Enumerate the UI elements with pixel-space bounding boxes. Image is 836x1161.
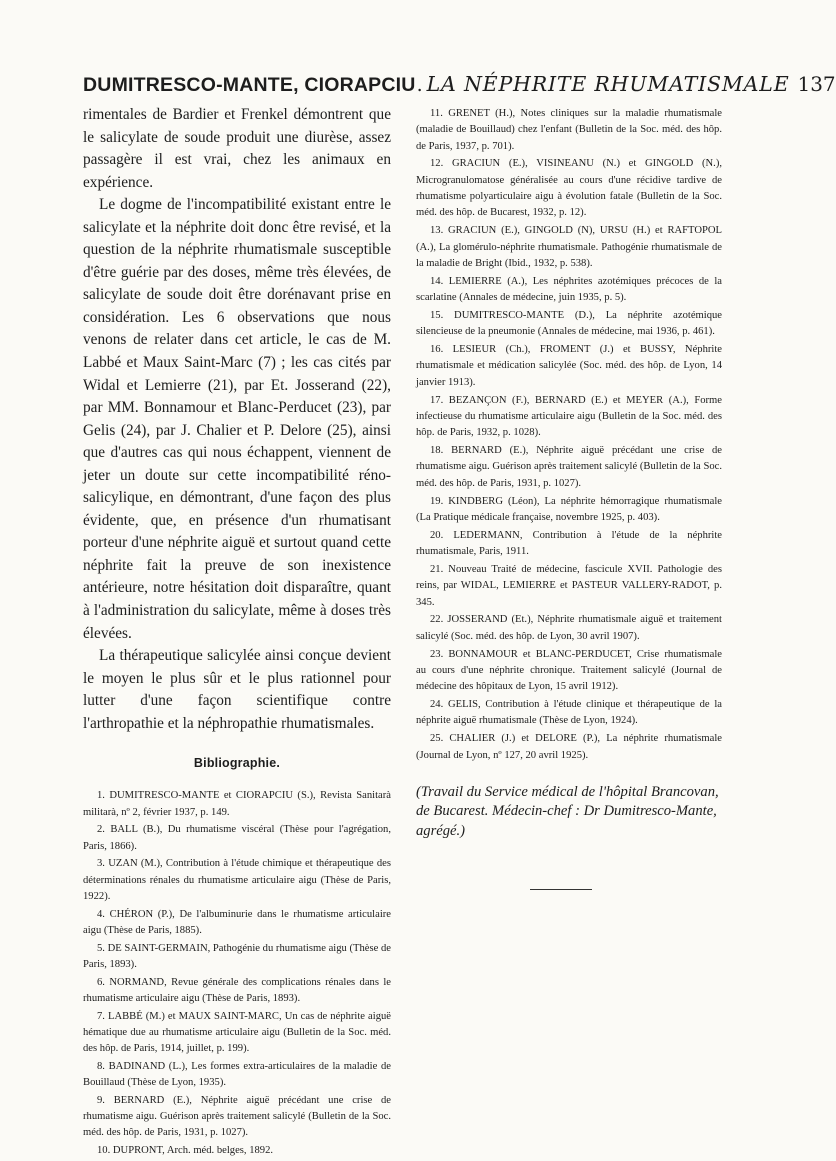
reference-item: 9. BERNARD (E.), Néphrite aiguë précédant une crise de rhumatisme aigu. Guérison après traitement salicylé (Bulletin de la Soc. méd. des hôp. de Paris, 1931, p. 1027). [83, 1094, 391, 1139]
reference-item: 2. BALL (B.), Du rhumatisme viscéral (Thèse pour l'agrégation, Paris, 1866). [83, 824, 391, 852]
body-paragraph: rimentales de Bardier et Frenkel démontrent que le salicylate de soude produit une diurèse, assez passagère il est vrai, chez les animaux en expérience. [83, 106, 391, 191]
reference-item: 13. GRACIUN (E.), GINGOLD (N), URSU (H.) et RAFTOPOL (A.), La glomérulo-néphrite rhumatismale. Pathogénie rhumatismale de la maladie de Bright (Ibid., 1932, p. 538). [416, 225, 722, 269]
header-separator: . [416, 74, 423, 96]
reference-item: 15. DUMITRESCO-MANTE (D.), La néphrite azotémique silencieuse de la pneumonie (Annales de médecine, mai 1936, p. 461). [416, 309, 722, 338]
reference-item: 19. KINDBERG (Léon), La néphrite hémorragique rhumatismale (La Pratique médicale française, novembre 1925, p. 403). [416, 495, 722, 523]
reference-item: 20. LEDERMANN, Contribution à l'étude de la néphrite rhumatismale, Paris, 1911. [416, 529, 722, 558]
reference-item: 8. BADINAND (L.), Les formes extra-articulaires de la maladie de Bouillaud (Thèse de Lyon, 1935). [83, 1060, 391, 1089]
reference-item: 4. CHÉRON (P.), De l'albuminurie dans le rhumatisme articulaire aigu (Thèse de Paris, 1885). [83, 908, 391, 936]
closing-rule [530, 889, 592, 890]
page-number: 137 [797, 72, 836, 96]
reference-item: 5. DE SAINT-GERMAIN, Pathogénie du rhumatisme aigu (Thèse de Paris, 1893). [83, 942, 391, 970]
header-authors: DUMITRESCO-MANTE, CIORAPCIU [83, 74, 416, 96]
reference-item: 14. LEMIERRE (A.), Les néphrites azotémiques précoces de la scarlatine (Annales de médecine, juin 1935, p. 5). [416, 275, 722, 304]
body-paragraph: Le dogme de l'incompatibilité existant entre le salicylate et la néphrite doit donc être revisé, et la question de la néphrite rhumatismale susceptible d'être guérie par des doses, même très élevées, de salicylate de soude doit être dorénavant prise en considération. Les 6 observations que nous venons de relater dans cet article, le cas de M. Labbé et Maux Saint-Marc (7) ; les cas cités par Widal et Lemierre (21), par Et. Josserand (22), par MM. Bonnamour et Blanc-Perducet (23), par Gelis (24), par J. Chalier et P. Delore (25), ainsi que d'autres cas qui nous échappent, viennent de jeter un doute sur cette incompatibilité réno-salicylique, en démontrant, d'une façon des plus évidente, que, en présence d'un rhumatisant porteur d'une néphrite aiguë et surtout quand cette néphrite fait la preuve de son inexistence antérieure, notre hésitation doit disparaître, quant à l'administration du salicylate, même à doses très élevées. [83, 196, 391, 642]
reference-item: 25. CHALIER (J.) et DELORE (P.), La néphrite rhumatismale (Journal de Lyon, nº 127, 20 avril 1925). [416, 733, 722, 761]
reference-item: 11. GRENET (H.), Notes cliniques sur la maladie rhumatismale (maladie de Bouillaud) chez l'enfant (Bulletin de la Soc. méd. des hôp. de Paris, 1937, p. 701). [416, 108, 722, 152]
reference-item: 12. GRACIUN (E.), VISINEANU (N.) et GINGOLD (N.), Microgranulomatose généralisée au cours d'une récidive tardive de rhumatisme polyarticulaire aigu à évolution fatale (Bulletin de la Soc. méd. des hôp. de Bucarest, 1932, p. 12). [416, 158, 722, 219]
reference-item: 6. NORMAND, Revue générale des complications rénales dans le rhumatisme articulaire aigu (Thèse de Paris, 1893). [83, 976, 391, 1004]
reference-item: 1. DUMITRESCO-MANTE et CIORAPCIU (S.), Revista Sanitarà militarà, nº 2, février 1937, p. 149. [83, 790, 391, 818]
reference-item: 24. GELIS, Contribution à l'étude clinique et thérapeutique de la néphrite aiguë rhumatismale (Thèse de Lyon, 1924). [416, 699, 722, 727]
reference-item: 17. BEZANÇON (F.), BERNARD (E.) et MEYER (A.), Forme infectieuse du rhumatisme articulaire aigu (Bulletin de la Soc. méd. des hôp. de Paris, 1932, p. 1028). [416, 394, 722, 439]
reference-item: 10. DUPRONT, Arch. méd. belges, 1892. [97, 1145, 274, 1157]
closing-note: (Travail du Service médical de l'hôpital Brancovan, de Bucarest. Médecin-chef : Dr Dumitresco-Mante, agrégé.) [416, 783, 719, 839]
left-column [83, 104, 391, 1161]
reference-item: 16. LESIEUR (Ch.), FROMENT (J.) et BUSSY, Néphrite rhumatismale et médication salicylée (Soc. méd. des hôp. de Lyon, 14 janvier 1913). [416, 344, 722, 388]
reference-item: 3. UZAN (M.), Contribution à l'étude chimique et thérapeutique des déterminations rénales du rhumatisme articulaire aigu (Thèse de Paris, 1922). [83, 858, 391, 902]
body-paragraph: La thérapeutique salicylée ainsi conçue devient le moyen le plus sûr et le plus rationnel pour lutter d'une façon scientifique contre l'arthropathie et la néphropathie rhumatismales. [83, 647, 391, 732]
running-header [83, 72, 836, 102]
reference-item: 18. BERNARD (E.), Néphrite aiguë précédant une crise de rhumatisme aigu. Guérison après traitement salicylé (Bulletin de la Soc. méd. des hôp. de Paris, 1931, p. 1027). [416, 445, 722, 489]
reference-item: 21. Nouveau Traité de médecine, fascicule XVII. Pathologie des reins, par WIDAL, LEMIERRE et PASTEUR VALLERY-RADOT, p. 345. [416, 563, 722, 608]
bibliography-heading: Bibliographie. [193, 756, 281, 771]
header-title: LA NÉPHRITE RHUMATISMALE [426, 72, 790, 96]
reference-item: 22. JOSSERAND (Et.), Néphrite rhumatismale aiguë et traitement salicylé (Soc. méd. des hôp. de Lyon, 30 avril 1907). [416, 614, 722, 642]
right-column [416, 106, 722, 841]
reference-item: 7. LABBÉ (M.) et MAUX SAINT-MARC, Un cas de néphrite aiguë hématique due au rhumatisme articulaire aigu (Bulletin de la Soc. méd. des hôp. de Paris, 1914, juillet, p. 199). [83, 1010, 391, 1055]
reference-item: 23. BONNAMOUR et BLANC-PERDUCET, Crise rhumatismale au cours d'une néphrite chronique. Traitement salicylé (Journal de médecine des hôpitaux de Lyon, 15 avril 1912). [416, 648, 722, 693]
